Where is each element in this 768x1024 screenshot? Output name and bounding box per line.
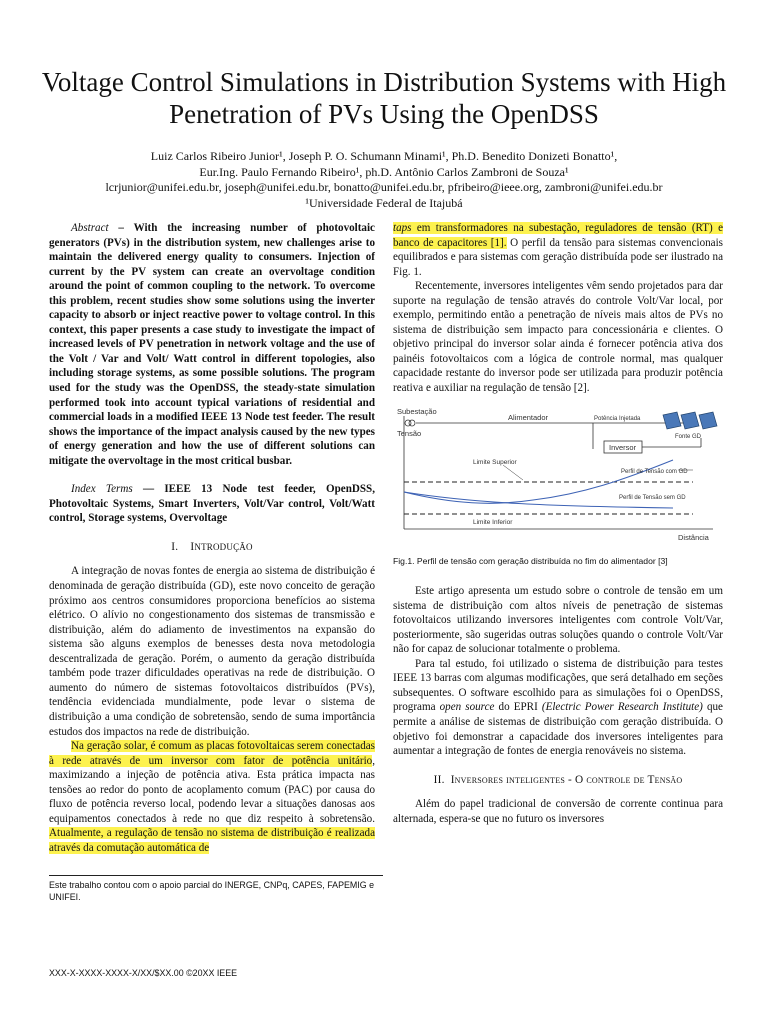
abstract-text: – With the increasing number of photovoltaic generators (PVs) in the distribution system, new challenges arise to maintain the delivered energy quality to consumers. Injection of current by the PV system can create an overvoltage condition around the point of common coupling to the network. To overcome this problem, recent studies show some solutions using the inverter capacity to absorb or inject reactive power to voltage control. In this context, this paper presents a case study to investigate the impact of increased levels of PV penetration in network voltage and the use of the Volt / Var and Volt/ Watt control in different topologies, also including storage systems, as some possible solutions. The program used for the study was the OpenDSS, the steady-state simulation performed took into account typical variations of residential and commercial loads in a modified IEEE 13 Node test feeder. The result shows the importance of the impact analysis caused by the new types of energy generation and how the use of different solutions can mitigate the overvoltage in the most critical busbar. — [49, 222, 375, 467]
para4-a: Para tal estudo, foi utilizado o sistema de distribuição para testes IEEE 13 barras com algumas modificações, que será detalhado em seções subsequentes. O software escolhido para as simulações foi o OpenDSS, programa — [393, 657, 723, 714]
paragraph-1-rest: O perfil da tensão para sistemas convencionais equilibrados e para sistemas com geração distribuída pode ser ilustrado na Fig. 1. — [393, 236, 723, 278]
para4-c: que permite a análise de sistemas de distribuição com geração distribuída. O objetivo foi demonstrar a capacidade dos inversores inteligentes para aumentar a integração de fontes de energia renováveis no sistema. — [393, 701, 723, 758]
right-paragraph-2: Recentemente, inversores inteligentes vêm sendo projetados para dar suporte na regulação de tensão através do controle Volt/Var local, por exemplo, permitindo então a penetração de níveis mais altos de PVs no sistema de distribuição sem impacto para concessionária e clientes. O objetivo principal do inversor solar ainda é fornecer potência ativa dos painéis fotovoltaicos com a lógica de controle normal, mas qualquer capacidade restante do inversor pode ser utilizada para produzir potência reativa e auxiliar na regulação de tensão [2]. — [393, 280, 723, 395]
section-2-heading — [393, 773, 723, 788]
section-2-title: Inversores inteligentes - O controle de Tensão — [450, 773, 683, 786]
right-paragraph-5: Além do papel tradicional de conversão de corrente continua para alternada, espera-se que no futuro os inversores — [393, 798, 723, 825]
label-perfil-com: Perfil de Tensão com GD — [621, 468, 688, 475]
right-paragraph-4 — [393, 657, 723, 759]
para4-b: do EPRI — [494, 701, 542, 714]
label-fonte-gd: Fonte GD — [675, 433, 702, 440]
index-terms-text: — IEEE 13 Node test feeder, OpenDSS, Photovoltaic Systems, Smart Inverters, Volt/Var control, Volt/Watt control, Storage systems, Overvoltage — [49, 483, 375, 525]
author-affiliation: ¹Universidade Federal de Itajubá — [305, 195, 463, 210]
left-column — [49, 221, 375, 855]
label-perfil-sem: Perfil de Tensão sem GD — [619, 494, 686, 501]
footnote-rule — [49, 875, 383, 876]
abstract — [49, 221, 375, 468]
author-emails: lcrjunior@unifei.edu.br, joseph@unifei.edu.br, bonatto@unifei.edu.br, pfribeiro@ieee.org, zambroni@unifei.edu.br — [105, 180, 663, 194]
section-1-paragraph-2 — [49, 739, 375, 855]
section-1-initial: I — [190, 540, 195, 553]
authors-line-2: Eur.Ing. Paulo Fernando Ribeiro¹, ph.D. Antônio Carlos Zambroni de Souza¹ — [199, 164, 569, 179]
para4-epri: (Electric Power Research Institute) — [541, 701, 703, 714]
abstract-label: Abstract — [71, 222, 109, 234]
pv-panel-icon — [681, 412, 699, 429]
figure-1 — [393, 402, 723, 550]
label-inversor: Inversor — [609, 442, 637, 452]
authors-line-1: Luiz Carlos Ribeiro Junior¹, Joseph P. O. Schumann Minami¹, Ph.D. Benedito Donizeti Bonatto¹, — [150, 149, 618, 163]
label-tensao: Tensão — [397, 428, 422, 438]
label-alimentador: Alimentador — [508, 412, 549, 422]
section-2-number: II. — [433, 773, 445, 786]
label-distancia: Distância — [678, 532, 709, 542]
para4-open-source: open source — [439, 701, 495, 714]
author-block — [20, 149, 748, 211]
highlight-2: Atualmente, a regulação de tensão no sistema de distribuição é realizada através da comutação automática de — [49, 827, 375, 854]
pv-panel-icon — [663, 412, 681, 429]
label-limite-inferior: Limite Inferior — [473, 518, 513, 526]
highlight-3-text: em transformadores na subestação, reguladores de tensão (RT) e banco de capacitores [1]. — [393, 222, 723, 249]
right-column — [393, 221, 723, 826]
label-potencia: Potência Injetada — [594, 415, 641, 422]
index-terms-label: Index Terms — [71, 483, 133, 496]
label-limite-superior: Limite Superior — [473, 458, 517, 466]
pv-panel-icon — [699, 412, 717, 429]
footnote: Este trabalho contou com o apoio parcial do INERGE, CNPq, CAPES, FAPEMIG e UNIFEI. — [49, 880, 375, 902]
right-paragraph-1 — [393, 221, 723, 279]
transformer-coil-2 — [409, 420, 415, 426]
taps-word: taps — [393, 222, 412, 234]
section-1-heading — [49, 540, 375, 555]
figure-1-caption: Fig.1. Perfil de tensão com geração distribuída no fim do alimentador [3] — [393, 555, 668, 566]
highlight-1: Na geração solar, é comum as placas fotovoltaicas serem conectadas à rede através de um inversor com fator de potência unitário — [49, 740, 375, 767]
section-1-paragraph-1: A integração de novas fontes de energia ao sistema de distribuição é denominada de geração distribuída (GD), este novo conceito de geração próximo aos centros consumidores proporciona benefícios ao sistema elétrico. O alívio no congestionamento dos sistemas de transmissão e distribuição, além do adiamento de investimentos na expansão do sistema são alguns exemplos de benesses desta nova metodologia descentralizada de geração. Porém, o aumento da geração distribuída também pode trazer dificuldades operativas na rede de distribuição. O aumento do número de sistemas fotovoltaicos distribuídos (PVs), tendência evidenciada mundialmente, pode levar o sistema de distribuição a uma condição de sobretensão, sendo de suma importância estudos dos impactos na rede de distribuição. — [49, 565, 375, 738]
section-1-number: I. — [171, 540, 179, 553]
copyright-footer: XXX-X-XXXX-XXXX-X/XX/$XX.00 ©20XX IEEE — [49, 968, 238, 978]
label-subestacao: Subestação — [397, 406, 437, 416]
voltage-profile-diagram — [393, 402, 723, 550]
leader-upper — [503, 465, 523, 480]
paragraph-2-text: , maximizando a injeção de potência ativa. Esta prática impacta nas tensões ao redor do ponto de acoplamento comum (PAC) por causa do fluxo de potência reverso local, podendo levar a situações danosas aos equipamentos conectados à rede no que diz respeito à sobretensão. — [49, 754, 375, 825]
right-paragraph-3: Este artigo apresenta um estudo sobre o controle de tensão em um sistema de distribuição com altos níveis de penetração de sistemas fotovoltaicos utilizando inversores inteligentes com controle Volt/Var, posteriormente, são sugeridas outras soluções quando o controle Volt/Var não for capaz de solucionar totalmente o problema. — [393, 585, 723, 656]
paper-title: Voltage Control Simulations in Distribution Systems with High Penetration of PVs Using the OpenDSS — [41, 67, 727, 129]
section-1-title-rest: NTRODUÇÃO — [194, 541, 253, 552]
index-terms — [49, 482, 375, 526]
